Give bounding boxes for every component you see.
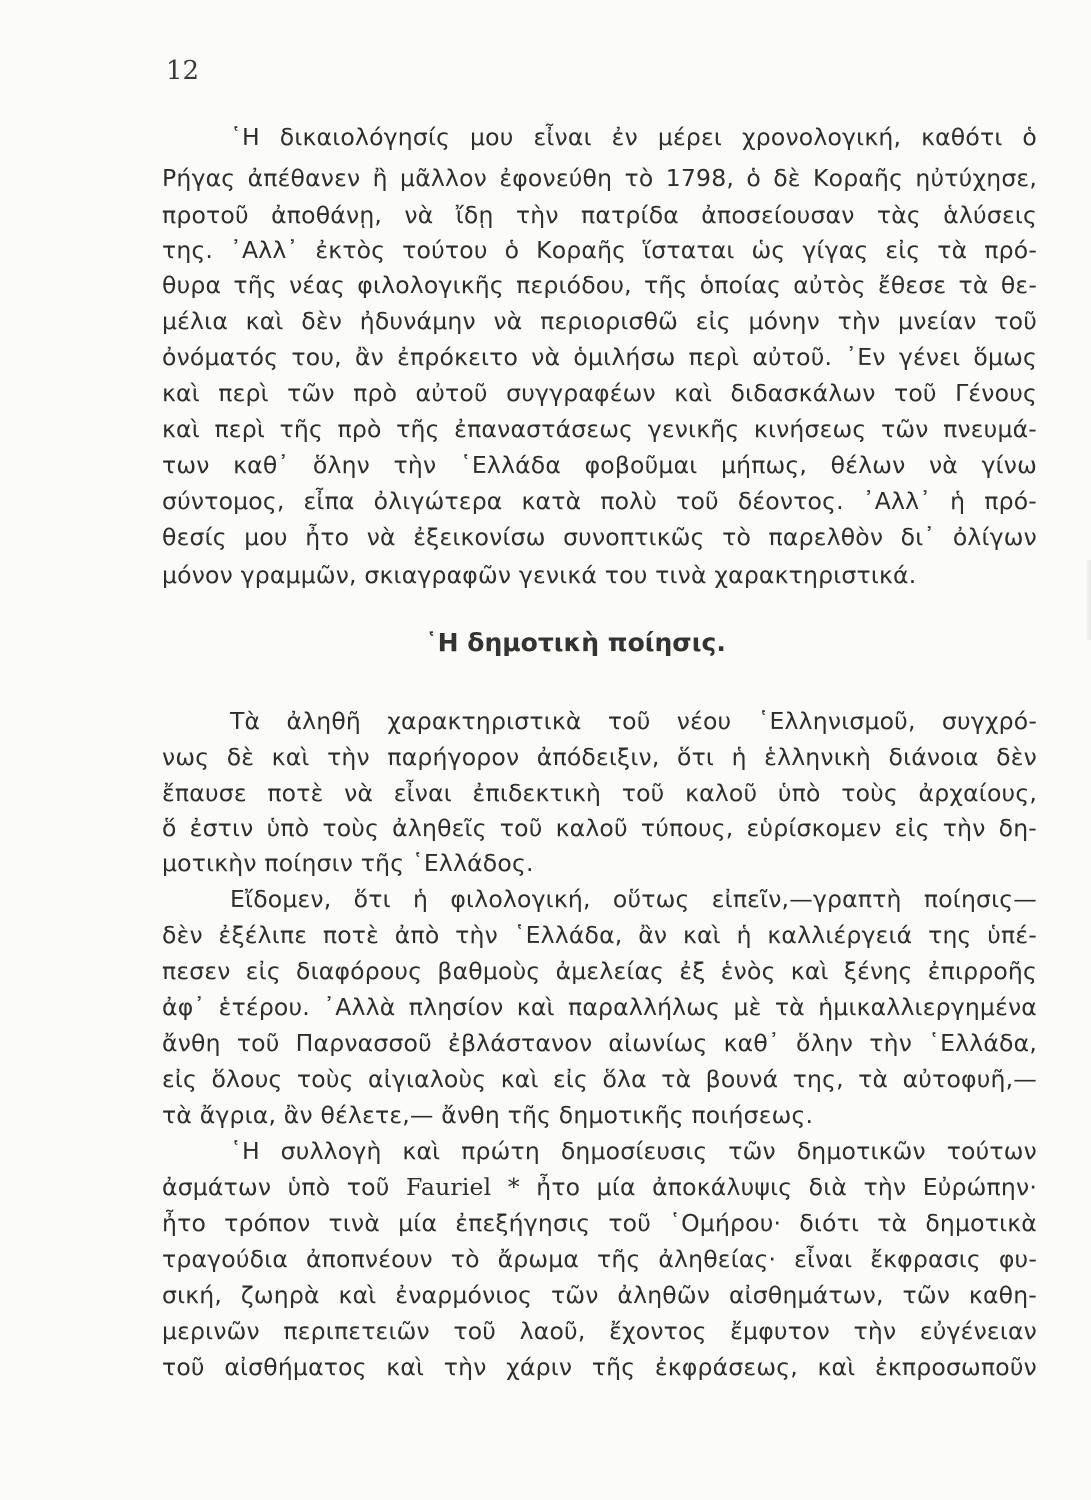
text-line: ἔπαυσε ποτὲ νὰ εἶναι ἐπιδεκτικὴ τοῦ καλοῦ ὑπὸ τοὺς ἀρχαίους, <box>162 779 1037 807</box>
text-line: μερινῶν περιπετειῶν τοῦ λαοῦ, ἔχοντος ἔμφυτον τὴν εὐγένειαν <box>162 1317 1037 1345</box>
page-edge-shadow <box>1085 560 1091 640</box>
text-line: καὶ περὶ τῶν πρὸ αὐτοῦ συγγραφέων καὶ διδασκάλων τοῦ Γένους <box>162 379 1037 407</box>
text-line: τὰ ἄγρια, ἂν θέλετε,— ἄνθη τῆς δημοτικῆς ποιήσεως. <box>162 1101 814 1129</box>
text-line: δὲν ἐξέλιπε ποτὲ ἀπὸ τὴν ῾Ελλάδα, ἂν καὶ ἡ καλλιέργειά της ὑπέ- <box>162 921 1037 949</box>
author-name-footnote: Fauriel * <box>405 1173 520 1201</box>
text-line: τοῦ αἰσθήματος καὶ τὴν χάριν τῆς ἐκφράσεως, καὶ ἐκπροσωποῦν <box>162 1353 1037 1381</box>
text-line: ῾Η συλλογὴ καὶ πρώτη δημοσίευσις τῶν δημοτικῶν τούτων <box>230 1137 1037 1165</box>
text-segment: ἦτο μία ἀποκάλυψις διὰ τὴν Εὐρώπην· <box>536 1173 1037 1201</box>
text-line: προτοῦ ἀποθάνῃ, νὰ ἴδῃ τὴν πατρίδα ἀποσείουσαν τὰς ἁλύσεις <box>162 201 1037 229</box>
page-number: 12 <box>166 56 200 86</box>
text-line: καὶ περὶ τῆς πρὸ τῆς ἐπαναστάσεως γενικῆς κινήσεως τῶν πνευμά- <box>162 415 1037 443</box>
text-line: ὅ ἐστιν ὑπὸ τοὺς ἀληθεῖς τοῦ καλοῦ τύπους, εὑρίσκομεν εἰς τὴν δη- <box>162 814 1037 842</box>
text-line: μοτικὴν ποίησιν τῆς ῾Ελλάδος. <box>162 849 534 877</box>
text-line: θυρα τῆς νέας φιλολογικῆς περιόδου, τῆς ὁποίας αὐτὸς ἔθεσε τὰ θε- <box>162 271 1037 299</box>
text-line: ῾Η δικαιολόγησίς μου εἶναι ἐν μέρει χρονολογική, καθότι ὁ <box>230 123 1037 151</box>
text-line: της. ᾿Αλλ᾽ ἐκτὸς τούτου ὁ Κοραῆς ἵσταται ὡς γίγας εἰς τὰ πρό- <box>162 236 1037 264</box>
text-line: νως δὲ καὶ τὴν παρήγορον ἀπόδειξιν, ὅτι ἡ ἑλληνικὴ διάνοια δὲν <box>162 743 1037 771</box>
text-line: Ρήγας ἀπέθανεν ἢ μᾶλλον ἐφονεύθη τὸ 1798, ὁ δὲ Κοραῆς ηὐτύχησε, <box>162 164 1037 192</box>
text-line: εἰς ὅλους τοὺς αἰγιαλοὺς καὶ εἰς ὅλα τὰ βουνά της, τὰ αὐτοφυῆ,— <box>162 1065 1037 1093</box>
section-heading: ῾Η δημοτικὴ ποίησις. <box>425 628 726 657</box>
text-line: ἀφ᾽ ἑτέρου. ᾿Αλλὰ πλησίον καὶ παραλλήλως μὲ τὰ ἡμικαλλιεργημένα <box>162 993 1037 1021</box>
text-line: τραγούδια ἀποπνέουν τὸ ἄρωμα τῆς ἀληθείας· εἶναι ἔκφρασις φυ- <box>162 1245 1037 1273</box>
text-line: μέλια καὶ δὲν ἠδυνάμην νὰ περιορισθῶ εἰς μόνην τὴν μνείαν τοῦ <box>162 307 1037 335</box>
text-line <box>162 1172 1037 1202</box>
text-line: σύντομος, εἶπα ὀλιγώτερα κατὰ πολὺ τοῦ δέοντος. ᾿Αλλ᾽ ἡ πρό- <box>162 487 1037 515</box>
text-line: Εἴδομεν, ὅτι ἡ φιλολογική, οὕτως εἰπεῖν,—γραπτὴ ποίησις— <box>230 885 1037 913</box>
text-line: σική, ζωηρὰ καὶ ἐναρμόνιος τῶν ἀληθῶν αἰσθημάτων, τῶν καθη- <box>162 1281 1037 1309</box>
text-line: μόνον γραμμῶν, σκιαγραφῶν γενικά του τινὰ χαρακτηριστικά. <box>162 561 917 589</box>
text-line: των καθ᾽ ὅλην τὴν ῾Ελλάδα φοβοῦμαι μήπως, θέλων νὰ γίνω <box>162 451 1037 479</box>
text-line: θεσίς μου ἦτο νὰ ἐξεικονίσω συνοπτικῶς τὸ παρελθὸν δι᾽ ὀλίγων <box>162 523 1037 551</box>
text-segment: ἀσμάτων ὑπὸ τοῦ <box>162 1173 390 1201</box>
text-line: Τὰ ἀληθῆ χαρακτηριστικὰ τοῦ νέου ῾Ελληνισμοῦ, συγχρό- <box>230 707 1037 735</box>
text-line: πεσεν εἰς διαφόρους βαθμοὺς ἀμελείας ἐξ ἑνὸς καὶ ξένης ἐπιρροῆς <box>162 957 1037 985</box>
text-line: ὀνόματός του, ἂν ἐπρόκειτο νὰ ὁμιλήσω περὶ αὐτοῦ. ᾿Εν γένει ὅμως <box>162 343 1037 371</box>
text-line: ἄνθη τοῦ Παρνασσοῦ ἐβλάστανον αἰωνίως καθ᾽ ὅλην τὴν ῾Ελλάδα, <box>162 1029 1037 1057</box>
text-line: ἦτο τρόπον τινὰ μία ἐπεξήγησις τοῦ ῾Ομήρου· διότι τὰ δημοτικὰ <box>162 1209 1037 1237</box>
